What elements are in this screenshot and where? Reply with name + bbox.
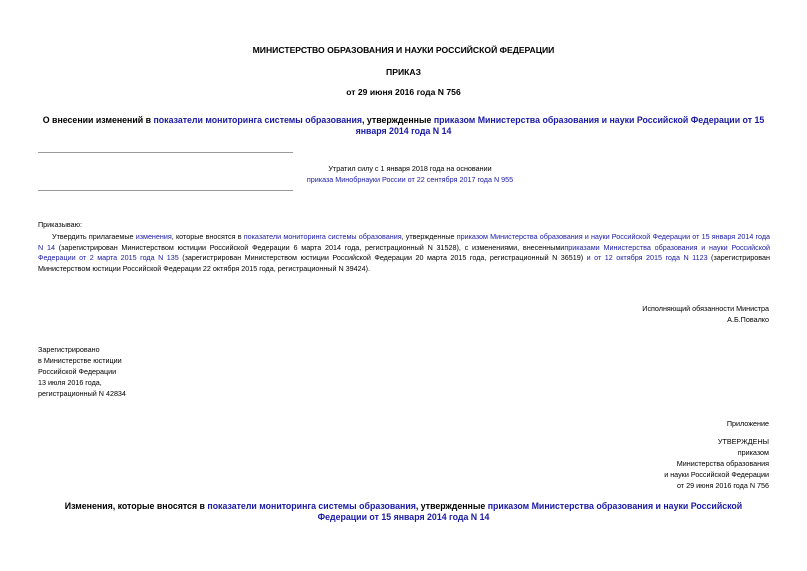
expired-order-955-link[interactable]: приказа Минобрнауки России от 22 сентября 2017 года N 955 [306,175,514,184]
para-text-4: (зарегистрирован Министерством юстиции Российской Федерации 6 марта 2014 года, регистрационный N 31528), с изменениями, внесенными [54,242,565,252]
title-text-2: , утвержденные [362,115,434,125]
order-word: Приказываю: [38,220,82,229]
expired-notice-text: Утратил силу с 1 января 2018 года на основании [328,164,492,173]
document-title [32,115,775,137]
monitoring-indicators-link[interactable]: показатели мониторинга системы образования [153,115,362,125]
order-n14-link[interactable]: приказом Министерства образования и науки Российской Федерации от 15 января 2014 года N 14 [355,115,765,136]
signatory-position: Исполняющий обязанности Министра [642,304,769,313]
registration-line-2: в Министерстве юстиции [38,356,122,365]
approval-line-2: приказом [737,448,769,457]
approval-block [664,436,769,491]
registration-block [38,344,126,399]
approved-heading: УТВЕРЖДЕНЫ [717,437,769,446]
para-text-2: , которые вносятся в [171,232,244,241]
para-monitoring-link[interactable]: показатели мониторинга системы образования [243,232,402,241]
approval-line-5: от 29 июня 2016 года N 756 [676,481,769,490]
expired-notice [250,163,570,185]
changes-title-text-2: , утвержденные [415,501,488,511]
title-text-1: О внесении изменений в [42,115,154,125]
signature-block [642,303,769,325]
changes-order-n14-link[interactable]: приказом Министерства образования и науки Российской Федерации от 15 января 2014 года N 14 [317,501,743,522]
registration-line-5: регистрационный N 42834 [38,389,126,398]
changes-monitoring-link[interactable]: показатели мониторинга системы образования [207,501,416,511]
order-n135-link[interactable]: приказами Министерства образования и науки Российской Федерации от 2 марта 2015 года N 135 [38,242,770,262]
registration-line-3: Российской Федерации [38,367,117,376]
para-text-3: , утвержденные [401,232,457,241]
registration-line-1: Зарегистрировано [38,345,100,354]
signatory-name: А.Б.Повалко [727,315,769,324]
changes-link[interactable]: изменения [135,232,172,241]
para-text-5: (зарегистрирован Министерством юстиции Российской Федерации 20 марта 2015 года, регистрационный N 36519) [178,253,587,262]
document-type: ПРИКАЗ [386,67,421,77]
para-order-n14-link[interactable]: приказом Министерства образования и науки Российской Федерации от 15 января 2014 года N 14 [38,232,771,252]
changes-title [55,501,752,523]
approval-line-3: Министерства образования [676,459,769,468]
ministry-heading: МИНИСТЕРСТВО ОБРАЗОВАНИЯ И НАУКИ РОССИЙСКОЙ ФЕДЕРАЦИИ [252,45,555,55]
divider-top [38,152,293,153]
para-text-1: Утвердить прилагаемые [52,232,136,241]
document-date: от 29 июня 2016 года N 756 [346,87,461,97]
appendix-label: Приложение [726,419,769,428]
registration-line-4: 13 июля 2016 года, [38,378,102,387]
para-text-6: (зарегистрирован Министерством юстиции Российской Федерации 22 октября 2015 года, регистрационный N 39424). [38,253,770,273]
order-paragraph [38,232,770,274]
changes-title-text-1: Изменения, которые вносятся в [64,501,208,511]
approval-line-4: и науки Российской Федерации [664,470,769,479]
divider-bottom [38,190,293,191]
order-n1123-link[interactable]: и от 12 октября 2015 года N 1123 [586,253,708,262]
